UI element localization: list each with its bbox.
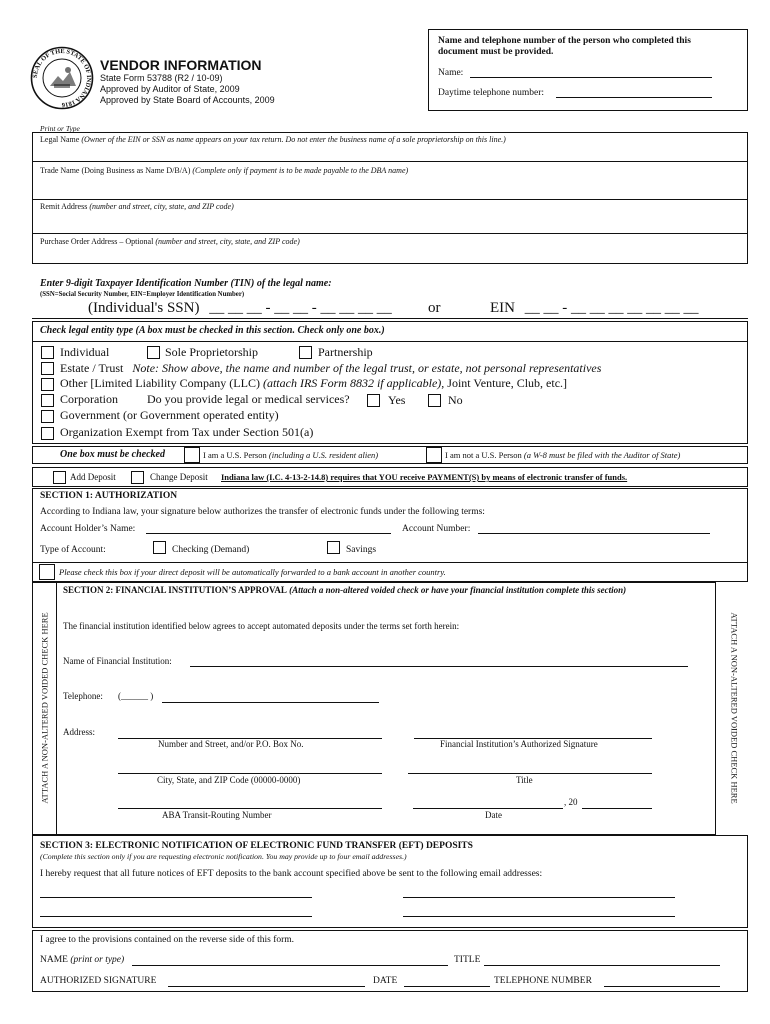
forward-abroad-checkbox[interactable] (39, 564, 55, 580)
legal-name-row[interactable] (40, 136, 506, 145)
tin-or: or (428, 300, 441, 316)
individual-checkbox[interactable] (41, 346, 54, 359)
form-title: VENDOR INFORMATION (100, 57, 262, 73)
account-holder-field[interactable] (146, 533, 391, 534)
contact-phone-label: Daytime telephone number: (438, 88, 545, 98)
email-2-field[interactable] (403, 897, 675, 898)
exempt-label: Organization Exempt from Tax under Section 501(a) (60, 425, 314, 439)
government-checkbox[interactable] (41, 410, 54, 423)
other-prefix: Other [Limited Liability Company (LLC) (60, 376, 260, 390)
account-number-label: Account Number: (402, 524, 471, 534)
legal-name-note: (Owner of the EIN or SSN as name appears on your tax return. Do not enter the business name of a sole proprietorship on this line.) (81, 135, 506, 144)
fi-aba-caption: ABA Transit-Routing Number (162, 810, 272, 820)
attach-check-left (34, 582, 56, 835)
contact-phone-field[interactable] (556, 97, 712, 98)
fi-title-caption: Title (516, 775, 533, 785)
us-person-checkbox[interactable] (184, 447, 200, 463)
account-number-field[interactable] (478, 533, 710, 534)
po-address-label: Purchase Order Address – Optional (40, 237, 154, 246)
approved-auditor: Approved by Auditor of State, 2009 (100, 84, 240, 94)
partnership-label: Partnership (318, 345, 373, 359)
ein-row[interactable] (490, 300, 699, 317)
fi-name-label: Name of Financial Institution: (63, 656, 172, 666)
one-box-heading: One box must be checked (60, 449, 165, 460)
section-3-note: (Complete this section only if you are requesting electronic notification. You may provide up to four email addresses.) (40, 852, 407, 861)
estate-trust-label (60, 362, 601, 375)
corp-yes-checkbox[interactable] (367, 394, 380, 407)
corp-no-label: No (448, 393, 463, 407)
trade-name-label: Trade Name (Doing Business as Name D/B/A) (40, 166, 191, 175)
fi-name-field[interactable] (190, 666, 688, 667)
remit-address-label: Remit Address (40, 202, 88, 211)
change-deposit-checkbox[interactable] (131, 471, 144, 484)
section-3-request: I hereby request that all future notices of EFT deposits to the bank account specified above be sent to the following email addresses: (40, 869, 543, 879)
us-person-label (203, 451, 378, 460)
fi-year-label: , 20 (564, 797, 578, 807)
contact-name-label: Name: (438, 68, 464, 78)
footer-name-field[interactable] (132, 965, 448, 966)
estate-trust-text: Estate / Trust (60, 361, 124, 375)
fi-date-field[interactable] (413, 808, 563, 809)
attach-check-right (720, 582, 748, 835)
ein-blanks[interactable]: __ __ - __ __ __ __ __ __ __ (524, 300, 699, 316)
po-address-row[interactable] (40, 238, 300, 247)
checking-label: Checking (Demand) (172, 545, 250, 555)
add-deposit-checkbox[interactable] (53, 471, 66, 484)
footer-phone-label: TELEPHONE NUMBER (494, 976, 592, 986)
section-2-box (32, 582, 716, 835)
remit-address-row[interactable] (40, 203, 234, 212)
footer-date-field[interactable] (404, 986, 490, 987)
footer-name-note: (print or type) (70, 955, 125, 965)
footer-phone-field[interactable] (604, 986, 720, 987)
footer-name-text: NAME (40, 955, 68, 965)
not-us-person-text: I am not a U.S. Person (445, 450, 522, 460)
legal-name-label: Legal Name (40, 135, 80, 144)
forward-abroad-label: Please check this box if your direct deposit will be automatically forwarded to a bank account in another country. (59, 567, 446, 577)
section-3-title: SECTION 3: ELECTRONIC NOTIFICATION OF ELECTRONIC FUND TRANSFER (EFT) DEPOSITS (40, 841, 473, 851)
indiana-law-note: Indiana law (I.C. 4-13-2-14.8) requires that YOU receive PAYMENT(S) by means of electronic transfer of funds. (221, 472, 628, 482)
footer-signature-field[interactable] (168, 986, 365, 987)
po-address-note: (number and street, city, state, and ZIP code) (155, 237, 300, 246)
fi-telephone-field[interactable] (162, 702, 379, 703)
change-deposit-label: Change Deposit (150, 472, 208, 482)
section-1-intro: According to Indiana law, your signature below authorizes the transfer of electronic funds under the following terms: (40, 507, 485, 517)
contact-name-field[interactable] (470, 77, 712, 78)
not-us-person-label (445, 451, 680, 460)
email-3-field[interactable] (40, 916, 312, 917)
other-suffix: , Joint Venture, Club, etc.] (441, 376, 568, 390)
not-us-person-checkbox[interactable] (426, 447, 442, 463)
section-2-title (63, 586, 626, 596)
fi-city-caption: City, State, and ZIP Code (00000-0000) (157, 775, 301, 785)
ssn-blanks[interactable]: __ __ __ - __ __ - __ __ __ __ (209, 300, 392, 316)
fi-year-field[interactable] (582, 808, 652, 809)
fi-telephone-label: Telephone: (63, 691, 103, 701)
agree-text: I agree to the provisions contained on the reverse side of this form. (40, 935, 295, 945)
savings-label: Savings (346, 545, 377, 555)
checking-checkbox[interactable] (153, 541, 166, 554)
corp-question: Do you provide legal or medical services? (147, 392, 350, 406)
footer-signature-label: AUTHORIZED SIGNATURE (40, 976, 157, 986)
trade-name-note: (Complete only if payment is to be made payable to the DBA name) (192, 166, 409, 175)
footer-title-label: TITLE (454, 955, 481, 965)
other-checkbox[interactable] (41, 378, 54, 391)
print-or-type: Print or Type (40, 124, 80, 133)
fi-city-field[interactable] (118, 773, 382, 774)
form-number: State Form 53788 (R2 / 10-09) (100, 73, 223, 83)
fi-title-field[interactable] (408, 773, 652, 774)
ssn-row[interactable] (88, 300, 392, 317)
individual-label: Individual (60, 345, 110, 359)
other-label (60, 377, 567, 390)
ein-label: EIN (490, 300, 515, 316)
corp-no-checkbox[interactable] (428, 394, 441, 407)
estate-trust-note: Note: Show above, the name and number of the legal trust, or estate, not personal representatives (132, 361, 602, 375)
savings-checkbox[interactable] (327, 541, 340, 554)
exempt-checkbox[interactable] (41, 427, 54, 440)
fi-aba-field[interactable] (118, 808, 382, 809)
seal-text: SEAL OF THE STATE OF INDIANA 1816 (31, 47, 93, 109)
email-4-field[interactable] (403, 916, 675, 917)
trade-name-row[interactable] (40, 167, 408, 176)
account-holder-label: Account Holder’s Name: (40, 524, 136, 534)
fi-address-label: Address: (63, 727, 95, 737)
attach-check-left-text: ATTACH A NON-ALTERED VOIDED CHECK HERE (39, 612, 50, 804)
email-1-field[interactable] (40, 897, 312, 898)
us-person-note: (including a U.S. resident alien) (268, 450, 379, 460)
entity-heading: Check legal entity type (A box must be checked in this section. Check only one box.) (40, 325, 385, 336)
partnership-checkbox[interactable] (299, 346, 312, 359)
fi-date-caption: Date (485, 810, 502, 820)
estate-trust-checkbox[interactable] (41, 362, 54, 375)
footer-title-field[interactable] (484, 965, 720, 966)
footer-date-label: DATE (373, 976, 398, 986)
contact-heading: Name and telephone number of the person who completed this document must be provided. (438, 36, 691, 58)
tin-subheading: (SSN=Social Security Number, EIN=Employer Identification Number) (40, 291, 245, 298)
sole-proprietorship-label: Sole Proprietorship (165, 345, 258, 359)
us-person-text: I am a U.S. Person (203, 450, 267, 460)
corp-yes-label: Yes (388, 393, 406, 407)
fi-agree-text: The financial institution identified below agrees to accept automated deposits under the terms set forth herein: (63, 621, 460, 631)
state-seal (30, 46, 94, 110)
corporation-checkbox[interactable] (41, 394, 54, 407)
tin-heading: Enter 9-digit Taxpayer Identification Number (TIN) of the legal name: (40, 278, 332, 289)
approved-board: Approved by State Board of Accounts, 2009 (100, 95, 275, 105)
account-type-label: Type of Account: (40, 545, 106, 555)
section-2-title-text: SECTION 2: FINANCIAL INSTITUTION’S APPROVAL (63, 585, 287, 595)
government-label: Government (or Government operated entity) (60, 408, 279, 422)
not-us-person-note: (a W-8 must be filed with the Auditor of State) (523, 450, 681, 460)
attach-check-right-text: ATTACH A NON-ALTERED VOIDED CHECK HERE (729, 612, 740, 804)
fi-street-caption: Number and Street, and/or P.O. Box No. (158, 739, 304, 749)
add-deposit-label: Add Deposit (70, 472, 116, 482)
footer-name-label (40, 955, 124, 965)
section-2-title-note: (Attach a non-altered voided check or have your financial institution complete this section) (289, 585, 627, 595)
section-1-title: SECTION 1: AUTHORIZATION (40, 491, 178, 501)
fi-phone-area[interactable]: (______ ) (118, 691, 154, 701)
other-italic: (attach IRS Form 8832 if applicable) (262, 376, 442, 390)
sole-proprietorship-checkbox[interactable] (147, 346, 160, 359)
remit-address-note: (number and street, city, state, and ZIP code) (89, 202, 234, 211)
ssn-label: (Individual's SSN) (88, 300, 200, 316)
fi-signature-caption: Financial Institution’s Authorized Signature (440, 739, 598, 749)
corporation-label: Corporation (60, 392, 118, 406)
